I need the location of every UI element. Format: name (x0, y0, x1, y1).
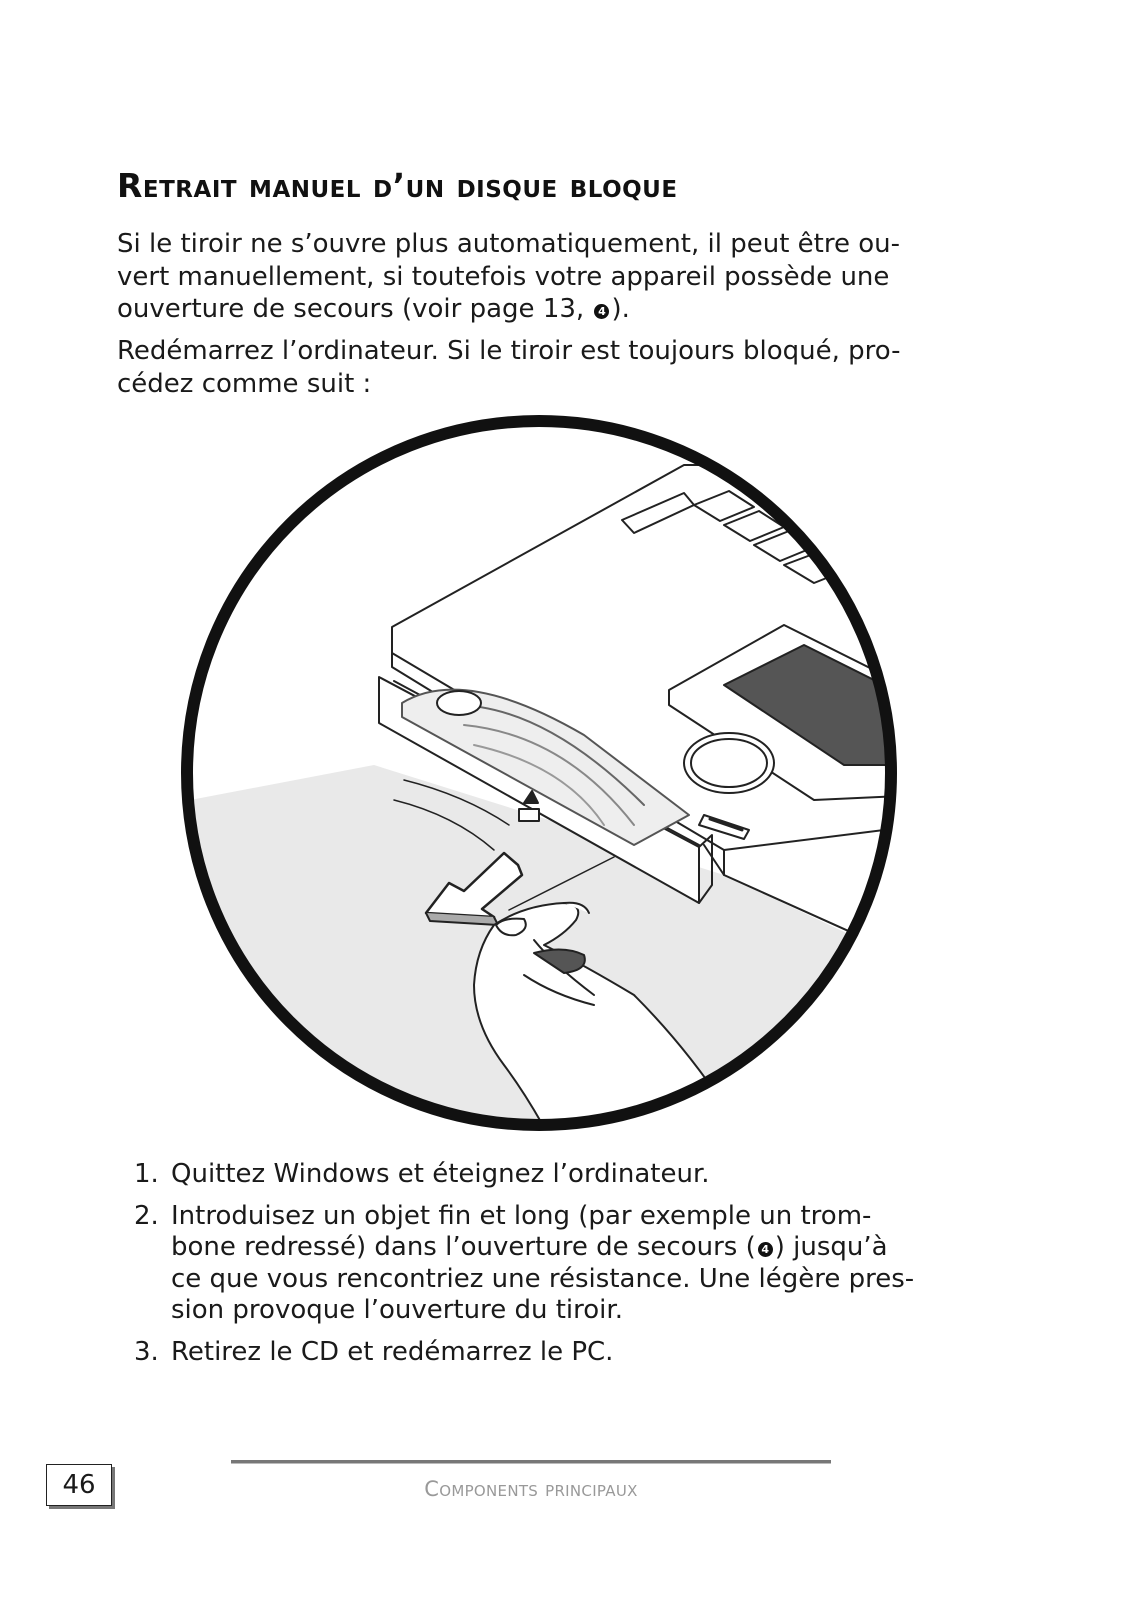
step-text-line-1: Introduisez un objet fin et long (par exemple un trom- (171, 1200, 872, 1231)
intro-line-1: Si le tiroir ne s’ouvre plus automatiquement, il peut être ou- (117, 229, 900, 259)
step-number: 3. (134, 1336, 159, 1367)
intro-line-2: vert manuellement, si toutefois votre appareil possède une (117, 261, 890, 292)
step-3 (134, 1337, 964, 1369)
restart-paragraph (117, 335, 957, 400)
step-text-line-2a: bone redressé) dans l’ouverture de secours ( (171, 1232, 756, 1262)
step-number: 2. (134, 1200, 159, 1231)
footer-rule (231, 1460, 831, 1464)
step-text: Retirez le CD et redémarrez le PC. (171, 1336, 614, 1367)
step-text-line-4: sion provoque l’ouverture du tiroir. (171, 1295, 623, 1325)
restart-line-2: cédez comme suit : (117, 368, 372, 399)
step-text: Quittez Windows et éteignez l’ordinateur. (171, 1159, 710, 1189)
step-text-line-2b: ) jusqu’à (774, 1232, 888, 1262)
step-2 (134, 1201, 964, 1327)
intro-line-3a: ouverture de secours (voir page 13, (117, 294, 593, 324)
reference-marker-icon: 4 (594, 304, 609, 319)
procedure-steps (134, 1159, 964, 1378)
step-text-line-3: ce que vous rencontriez une résistance. Une légère pres- (171, 1263, 915, 1294)
reference-marker-icon: 4 (758, 1242, 773, 1257)
intro-line-3b: ). (611, 294, 630, 324)
restart-line-1: Redémarrez l’ordinateur. Si le tiroir est toujours bloqué, pro- (117, 336, 901, 366)
step-number: 1. (134, 1159, 159, 1189)
section-heading: Retrait manuel d’un disque bloque (117, 166, 678, 205)
cd-tray-emergency-eject-illustration (164, 405, 914, 1145)
footer-section-title: Components principaux (424, 1477, 638, 1501)
page-number: 46 (46, 1464, 112, 1506)
intro-paragraph (117, 228, 957, 326)
step-1 (134, 1159, 964, 1191)
